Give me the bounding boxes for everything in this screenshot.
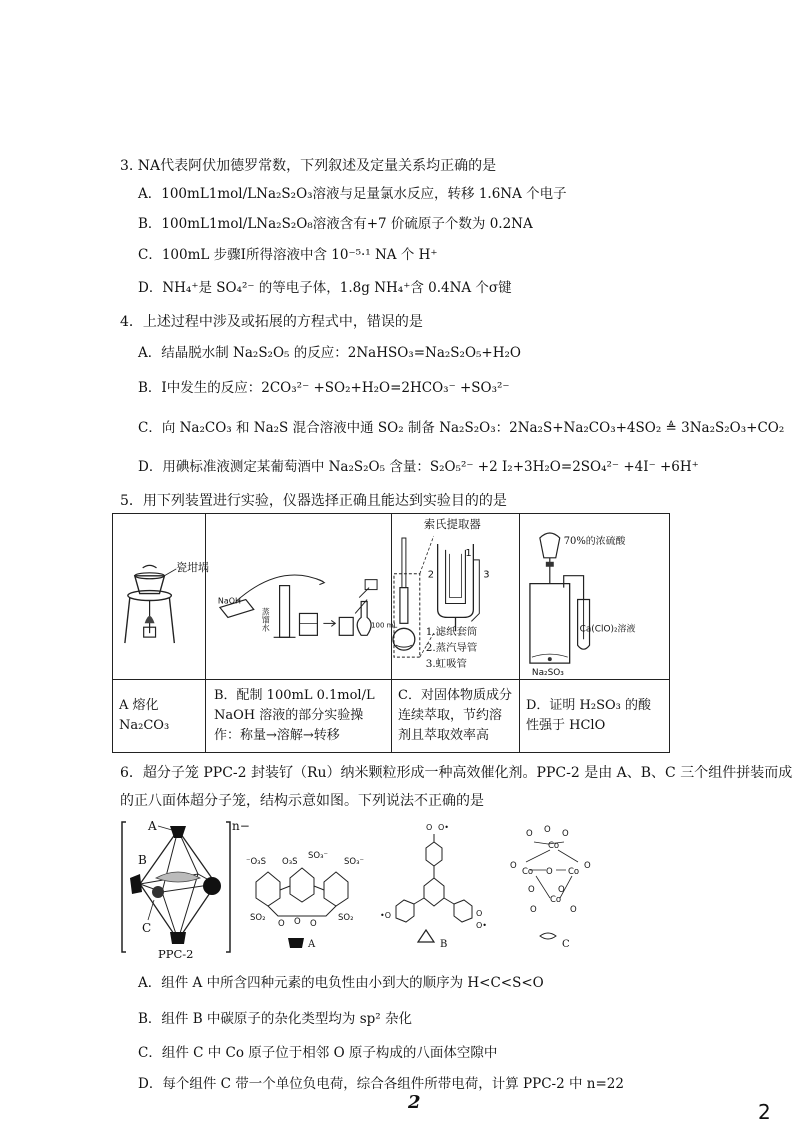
- q3-option-c: C．100mL 步骤Ⅰ所得溶液中含 10⁻⁵·¹ NA 个 H⁺: [138, 247, 438, 263]
- component-a-structure: [246, 851, 364, 948]
- svg-text:O: O: [544, 825, 551, 835]
- svg-text:O: O: [528, 885, 535, 895]
- svg-text:O: O: [570, 905, 577, 915]
- svg-text:⁻O₃S: ⁻O₃S: [246, 857, 266, 867]
- distilled-water-label: 蒸馏水: [261, 607, 271, 632]
- component-a-label: A: [308, 939, 316, 950]
- soxhlet-label-2: 2.蒸汽导管: [425, 642, 478, 655]
- cage-name: PPC-2: [158, 947, 194, 961]
- svg-text:O: O: [278, 919, 285, 929]
- q4-stem: 4．上述过程中涉及或拓展的方程式中，错误的是: [120, 314, 423, 330]
- svg-text:O: O: [530, 905, 537, 915]
- crucible-label: 瓷坩埚: [176, 560, 209, 574]
- svg-text:O: O: [558, 885, 565, 895]
- q6-stem-line-1: 6．超分子笼 PPC-2 封装钌（Ru）纳米颗粒形成一种高效催化剂。PPC-2 是由 A、B、C 三个组件拼装而成: [120, 765, 793, 781]
- svg-text:•O: •O: [380, 911, 392, 920]
- cage-label-b: B: [138, 853, 147, 867]
- q6-structure-figure: [118, 812, 598, 962]
- component-b-label: B: [440, 939, 448, 950]
- naoh-label: NaOH: [217, 596, 241, 606]
- q4-option-c: C．向 Na₂CO₃ 和 Na₂S 混合溶液中通 SO₂ 制备 Na₂S₂O₃：2Na₂S+Na₂CO₃+4SO₂ ≜ 3Na₂S₂O₃+CO₂: [138, 420, 785, 436]
- q5-apparatus-table: [112, 513, 670, 753]
- option-a-cell: A 熔化 Na₂CO₃: [113, 680, 206, 753]
- q6-option-b: B．组件 B 中碳原子的杂化类型均为 sp² 杂化: [138, 1011, 412, 1027]
- svg-text:1: 1: [465, 547, 472, 559]
- q3-stem: 3. NA代表阿伏加德罗常数，下列叙述及定量关系均正确的是: [120, 158, 497, 174]
- svg-text:O: O: [584, 861, 591, 871]
- cage-label-c: C: [142, 921, 152, 935]
- q4-option-d: D．用碘标准液测定某葡萄酒中 Na₂S₂O₅ 含量：S₂O₅²⁻ +2 I₂+3H₂O=2SO₄²⁻ +4I⁻ +6H⁺: [138, 459, 699, 475]
- sulfite-label: Na₂SO₃: [531, 668, 564, 679]
- svg-text:O₃S: O₃S: [282, 857, 298, 867]
- svg-text:Co: Co: [548, 841, 560, 851]
- q3-option-b: B．100mL1mol/LNa₂S₂O₈溶液含有+7 价硫原子个数为 0.2NA: [138, 216, 533, 232]
- soxhlet-label-3: 3.虹吸管: [425, 657, 467, 670]
- acid-label: 70%的浓硫酸: [563, 535, 626, 547]
- component-c-structure: [510, 825, 591, 939]
- svg-text:Co: Co: [568, 867, 580, 877]
- cage-charge: n−: [232, 819, 250, 833]
- svg-text:O: O: [294, 917, 301, 927]
- svg-text:2: 2: [427, 569, 435, 581]
- component-b-structure: [380, 823, 487, 942]
- soxhlet-title: 索氏提取器: [423, 517, 481, 532]
- svg-text:O: O: [426, 823, 433, 832]
- svg-text:SO₂: SO₂: [250, 913, 266, 923]
- gas-generation-figure: [520, 514, 669, 679]
- volume-label: 100 mL: [371, 621, 398, 630]
- solution-prep-figure: [206, 514, 398, 679]
- apparatus-b-cell: [206, 514, 398, 680]
- svg-text:O: O: [310, 919, 317, 929]
- q4-option-b: B．Ⅰ中发生的反应：2CO₃²⁻ +SO₂+H₂O=2HCO₃⁻ +SO₃²⁻: [138, 380, 510, 396]
- soxhlet-extractor-figure: [392, 514, 519, 679]
- svg-text:SO₃⁻: SO₃⁻: [308, 851, 328, 861]
- svg-text:SO₃⁻: SO₃⁻: [344, 857, 364, 867]
- q3-option-d: D．NH₄⁺是 SO₄²⁻ 的等电子体，1.8g NH₄⁺含 0.4NA 个σ键: [138, 280, 512, 296]
- option-c-cell: C．对固体物质成分连续萃取，节约溶剂且萃取效率高: [392, 680, 520, 753]
- apparatus-c-cell: [392, 514, 520, 680]
- hypochlorite-label: Ca(ClO)₂溶液: [579, 624, 636, 635]
- component-c-label: C: [562, 939, 570, 950]
- option-b-cell: B．配制 100mL 0.1mol/L NaOH 溶液的部分实验操作：称量→溶解→转移: [206, 680, 392, 753]
- cage-label-a: A: [148, 819, 157, 833]
- svg-text:3: 3: [483, 569, 490, 581]
- q4-option-a: A．结晶脱水制 Na₂S₂O₅ 的反应：2NaHSO₃=Na₂S₂O₅+H₂O: [138, 345, 521, 361]
- option-d-cell: D．证明 H₂SO₃ 的酸性强于 HClO: [520, 680, 670, 753]
- svg-text:Co: Co: [522, 867, 534, 877]
- q6-stem-line-2: 的正八面体超分子笼，结构示意如图。下列说法不正确的是: [120, 793, 484, 809]
- svg-text:O•: O•: [438, 823, 450, 832]
- soxhlet-label-1: 1.滤纸套筒: [425, 626, 478, 639]
- apparatus-d-cell: [520, 514, 670, 680]
- svg-text:O•: O•: [476, 921, 488, 930]
- q6-option-d: D．每个组件 C 带一个单位负电荷，综合各组件所带电荷，计算 PPC-2 中 n=22: [138, 1076, 624, 1092]
- svg-text:O: O: [510, 861, 517, 871]
- svg-text:O: O: [526, 829, 533, 839]
- svg-text:SO₂: SO₂: [338, 913, 354, 923]
- svg-text:O: O: [562, 829, 569, 839]
- q3-option-a: A．100mL1mol/LNa₂S₂O₃溶液与足量氯水反应，转移 1.6NA 个电子: [138, 186, 567, 202]
- handwritten-page-number: 2: [408, 1092, 421, 1113]
- q6-option-a: A．组件 A 中所含四种元素的电负性由小到大的顺序为 H<C<S<O: [138, 975, 544, 991]
- q6-option-c: C．组件 C 中 Co 原子位于相邻 O 原子构成的八面体空隙中: [138, 1045, 498, 1061]
- svg-text:Co: Co: [550, 895, 562, 905]
- page-number: 2: [758, 1100, 771, 1124]
- svg-text:O: O: [476, 909, 483, 918]
- svg-text:O: O: [546, 867, 553, 877]
- crucible-tripod-figure: [113, 514, 209, 679]
- q5-stem: 5．用下列装置进行实验，仪器选择正确且能达到实验目的的是: [120, 493, 507, 509]
- apparatus-a-cell: [113, 514, 209, 680]
